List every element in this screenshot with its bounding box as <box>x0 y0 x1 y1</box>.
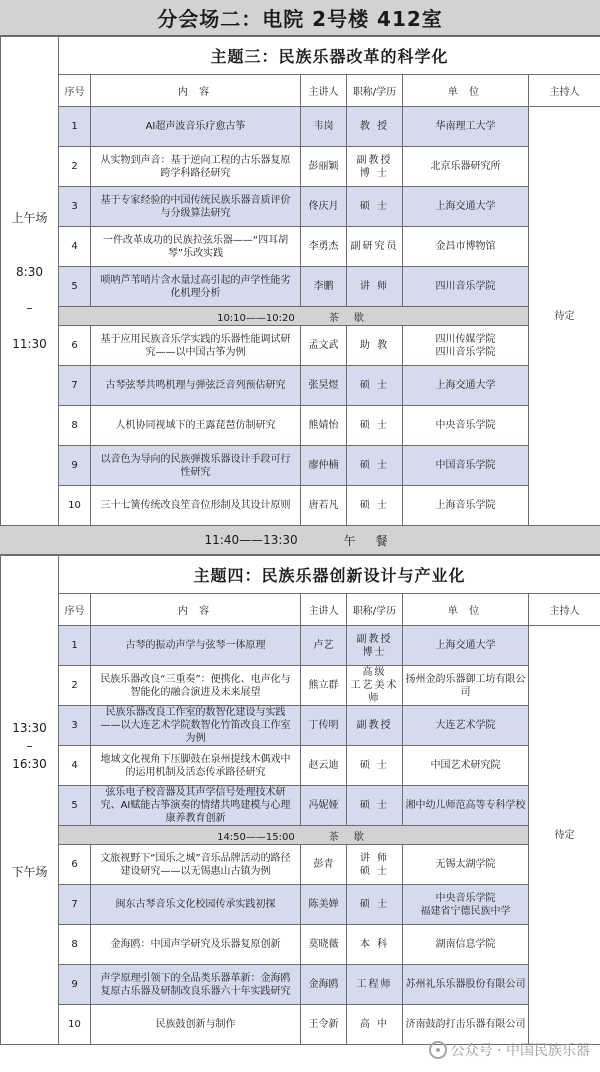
table-row <box>1 786 600 826</box>
row-title: 高 中 <box>347 1005 403 1045</box>
tea-break-cell <box>59 826 529 845</box>
row-content: 地域文化视角下压脚鼓在泉州提线木偶戏中的运用机制及活态传承路径研究 <box>91 746 301 786</box>
row-speaker: 韦岗 <box>301 107 347 147</box>
row-content: 古琴弦琴共鸣机理与弹弦泛音列预估研究 <box>91 366 301 406</box>
row-speaker: 冯妮娅 <box>301 786 347 826</box>
tea-break-time: 10:10——10:20 <box>217 312 295 324</box>
row-title: 硕 士 <box>347 406 403 446</box>
row-number: 3 <box>59 187 91 227</box>
row-content: 文旅视野下“国乐之城”音乐品牌活动的路径建设研究——以无锡惠山古镇为例 <box>91 845 301 885</box>
row-content: 金海鸥：中国声学研究及乐器复原创新 <box>91 925 301 965</box>
row-speaker: 孟文武 <box>301 326 347 366</box>
tea-break-cell <box>59 307 529 326</box>
row-unit: 上海交通大学 <box>403 626 529 666</box>
row-unit: 济南鼓韵打击乐器有限公司 <box>403 1005 529 1045</box>
row-unit: 中国音乐学院 <box>403 446 529 486</box>
row-title: 副教授 博 士 <box>347 147 403 187</box>
row-content: AI超声波音乐疗愈古筝 <box>91 107 301 147</box>
watermark-text: 公众号 · 中国民族乐器 <box>450 1043 590 1059</box>
row-content: 古琴的振动声学与弦琴一体原理 <box>91 626 301 666</box>
row-content: 唢呐芦苇哨片含水量过高引起的声学性能劣化机理分析 <box>91 267 301 307</box>
row-content: 弦乐电子校音器及其声学信号处理技术研究、AI赋能古筝演奏的情绪共鸣建模与心理康养教育创新 <box>91 786 301 826</box>
tea-break-time: 14:50——15:00 <box>217 831 295 843</box>
row-title: 高级 工艺美术师 <box>347 666 403 706</box>
session-time: 上午场 8:30 – 11:30 <box>1 37 59 526</box>
column-header-row <box>1 75 600 107</box>
row-title: 硕 士 <box>347 187 403 227</box>
lunch-label: 午 餐 <box>343 533 396 548</box>
table-row <box>1 706 600 746</box>
col-speaker: 主讲人 <box>301 594 347 626</box>
col-host: 主持人 <box>529 594 600 626</box>
tea-break-label: 茶 歇 <box>328 312 370 324</box>
row-number: 7 <box>59 885 91 925</box>
table-row <box>1 925 600 965</box>
row-title: 硕 士 <box>347 486 403 526</box>
table-row <box>1 446 600 486</box>
row-speaker: 卢艺 <box>301 626 347 666</box>
row-number: 1 <box>59 107 91 147</box>
session-host: 待定 <box>529 107 600 526</box>
row-speaker: 彭青 <box>301 845 347 885</box>
table-row <box>1 1005 600 1045</box>
row-speaker: 彭丽颖 <box>301 147 347 187</box>
row-unit: 苏州礼乐乐器股份有限公司 <box>403 965 529 1005</box>
row-number: 4 <box>59 227 91 267</box>
table-row <box>1 187 600 227</box>
row-unit: 华南理工大学 <box>403 107 529 147</box>
row-number: 2 <box>59 147 91 187</box>
venue-header <box>0 0 600 36</box>
col-unit: 单 位 <box>403 594 529 626</box>
row-unit: 湘中幼儿师范高等专科学校 <box>403 786 529 826</box>
row-title: 讲 师 <box>347 267 403 307</box>
row-unit: 无锡太湖学院 <box>403 845 529 885</box>
theme-row <box>1 556 600 594</box>
session-theme: 主题三：民族乐器改革的科学化 <box>59 37 600 75</box>
row-speaker: 陈美婵 <box>301 885 347 925</box>
row-number: 4 <box>59 746 91 786</box>
table-row <box>1 626 600 666</box>
row-number: 8 <box>59 925 91 965</box>
row-number: 9 <box>59 446 91 486</box>
session-theme: 主题四：民族乐器创新设计与产业化 <box>59 556 600 594</box>
row-speaker: 李鹏 <box>301 267 347 307</box>
row-unit: 上海交通大学 <box>403 187 529 227</box>
row-title: 工程师 <box>347 965 403 1005</box>
table-row <box>1 326 600 366</box>
row-speaker: 丁传明 <box>301 706 347 746</box>
row-number: 10 <box>59 1005 91 1045</box>
session-time: 13:30 – 16:30 下午场 <box>1 556 59 1045</box>
row-number: 5 <box>59 267 91 307</box>
row-title: 副教授 博士 <box>347 626 403 666</box>
table-row <box>1 746 600 786</box>
wechat-icon <box>429 1041 447 1059</box>
row-unit: 上海音乐学院 <box>403 486 529 526</box>
table-row <box>1 885 600 925</box>
row-number: 5 <box>59 786 91 826</box>
lunch-time: 11:40——13:30 <box>204 533 298 547</box>
row-content: 从实物到声音：基于逆向工程的古乐器复原跨学科路径研究 <box>91 147 301 187</box>
col-title: 职称/学历 <box>347 75 403 107</box>
row-title: 副教授 <box>347 706 403 746</box>
row-number: 9 <box>59 965 91 1005</box>
row-speaker: 莫晓薇 <box>301 925 347 965</box>
row-unit: 北京乐器研究所 <box>403 147 529 187</box>
row-content: 基于应用民族音乐学实践的乐器性能调试研究——以中国古筝为例 <box>91 326 301 366</box>
row-number: 6 <box>59 845 91 885</box>
row-unit: 中央音乐学院 <box>403 406 529 446</box>
table-row <box>1 406 600 446</box>
column-header-row <box>1 594 600 626</box>
row-content: 声学原理引领下的全品类乐器革新：金海鸥复原古乐器及研制改良乐器六十年实践研究 <box>91 965 301 1005</box>
table-row <box>1 267 600 307</box>
row-content: 民族鼓创新与制作 <box>91 1005 301 1045</box>
row-content: 基于专家经验的中国传统民族乐器音质评价与分级算法研究 <box>91 187 301 227</box>
row-number: 1 <box>59 626 91 666</box>
row-unit: 扬州金韵乐器御工坊有限公司 <box>403 666 529 706</box>
row-speaker: 熊立群 <box>301 666 347 706</box>
session-host: 待定 <box>529 626 600 1045</box>
row-number: 10 <box>59 486 91 526</box>
morning-schedule-table <box>0 36 600 526</box>
tea-break-row <box>1 307 600 326</box>
table-row <box>1 227 600 267</box>
col-host: 主持人 <box>529 75 600 107</box>
watermark <box>429 1040 590 1060</box>
row-number: 3 <box>59 706 91 746</box>
col-seq: 序号 <box>59 75 91 107</box>
row-title: 讲 师 硕 士 <box>347 845 403 885</box>
row-title: 本 科 <box>347 925 403 965</box>
lunch-break <box>0 525 600 555</box>
row-speaker: 李勇杰 <box>301 227 347 267</box>
row-number: 7 <box>59 366 91 406</box>
table-row <box>1 845 600 885</box>
row-speaker: 王令新 <box>301 1005 347 1045</box>
table-row <box>1 486 600 526</box>
row-content: 民族乐器改良“三重奏”：便携化、电声化与智能化的融合演进及未来展望 <box>91 666 301 706</box>
row-number: 6 <box>59 326 91 366</box>
row-number: 8 <box>59 406 91 446</box>
row-unit: 四川传媒学院 四川音乐学院 <box>403 326 529 366</box>
tea-break-row <box>1 826 600 845</box>
col-speaker: 主讲人 <box>301 75 347 107</box>
row-title: 助 教 <box>347 326 403 366</box>
row-title: 教 授 <box>347 107 403 147</box>
table-row <box>1 666 600 706</box>
row-title: 硕 士 <box>347 366 403 406</box>
row-title: 硕 士 <box>347 746 403 786</box>
row-number: 2 <box>59 666 91 706</box>
row-speaker: 唐若凡 <box>301 486 347 526</box>
col-unit: 单 位 <box>403 75 529 107</box>
row-content: 一件改革成功的民族拉弦乐器——“四耳胡琴”乐改实践 <box>91 227 301 267</box>
row-title: 硕 士 <box>347 446 403 486</box>
row-unit: 湖南信息学院 <box>403 925 529 965</box>
row-speaker: 佟庆月 <box>301 187 347 227</box>
row-title: 硕 士 <box>347 885 403 925</box>
row-title: 副研究员 <box>347 227 403 267</box>
row-content: 人机协同视域下的王露琵琶仿制研究 <box>91 406 301 446</box>
row-speaker: 金海鸥 <box>301 965 347 1005</box>
row-content: 民族乐器改良工作室的数智化建设与实践——以大连艺术学院数智化竹笛改良工作室为例 <box>91 706 301 746</box>
row-speaker: 廖仲楠 <box>301 446 347 486</box>
row-unit: 上海交通大学 <box>403 366 529 406</box>
row-speaker: 赵云迪 <box>301 746 347 786</box>
row-unit: 四川音乐学院 <box>403 267 529 307</box>
row-unit: 金昌市博物馆 <box>403 227 529 267</box>
row-content: 三十七簧传统改良笙音位形制及其设计原则 <box>91 486 301 526</box>
col-title: 职称/学历 <box>347 594 403 626</box>
tea-break-label: 茶 歇 <box>328 831 370 843</box>
theme-row <box>1 37 600 75</box>
col-seq: 序号 <box>59 594 91 626</box>
table-row <box>1 147 600 187</box>
row-unit: 中央音乐学院 福建省宁德民族中学 <box>403 885 529 925</box>
table-row <box>1 965 600 1005</box>
row-content: 闽东古琴音乐文化校园传承实践初探 <box>91 885 301 925</box>
row-title: 硕 士 <box>347 786 403 826</box>
col-content: 内 容 <box>91 75 301 107</box>
row-speaker: 张昊煜 <box>301 366 347 406</box>
afternoon-schedule-table <box>0 555 600 1045</box>
row-unit: 中国艺术研究院 <box>403 746 529 786</box>
col-content: 内 容 <box>91 594 301 626</box>
row-content: 以音色为导向的民族弹拨乐器设计手段可行性研究 <box>91 446 301 486</box>
row-speaker: 熊婧怡 <box>301 406 347 446</box>
table-row <box>1 107 600 147</box>
row-unit: 大连艺术学院 <box>403 706 529 746</box>
venue-title: 分会场二：电院 2号楼 412室 <box>157 7 443 31</box>
table-row <box>1 366 600 406</box>
